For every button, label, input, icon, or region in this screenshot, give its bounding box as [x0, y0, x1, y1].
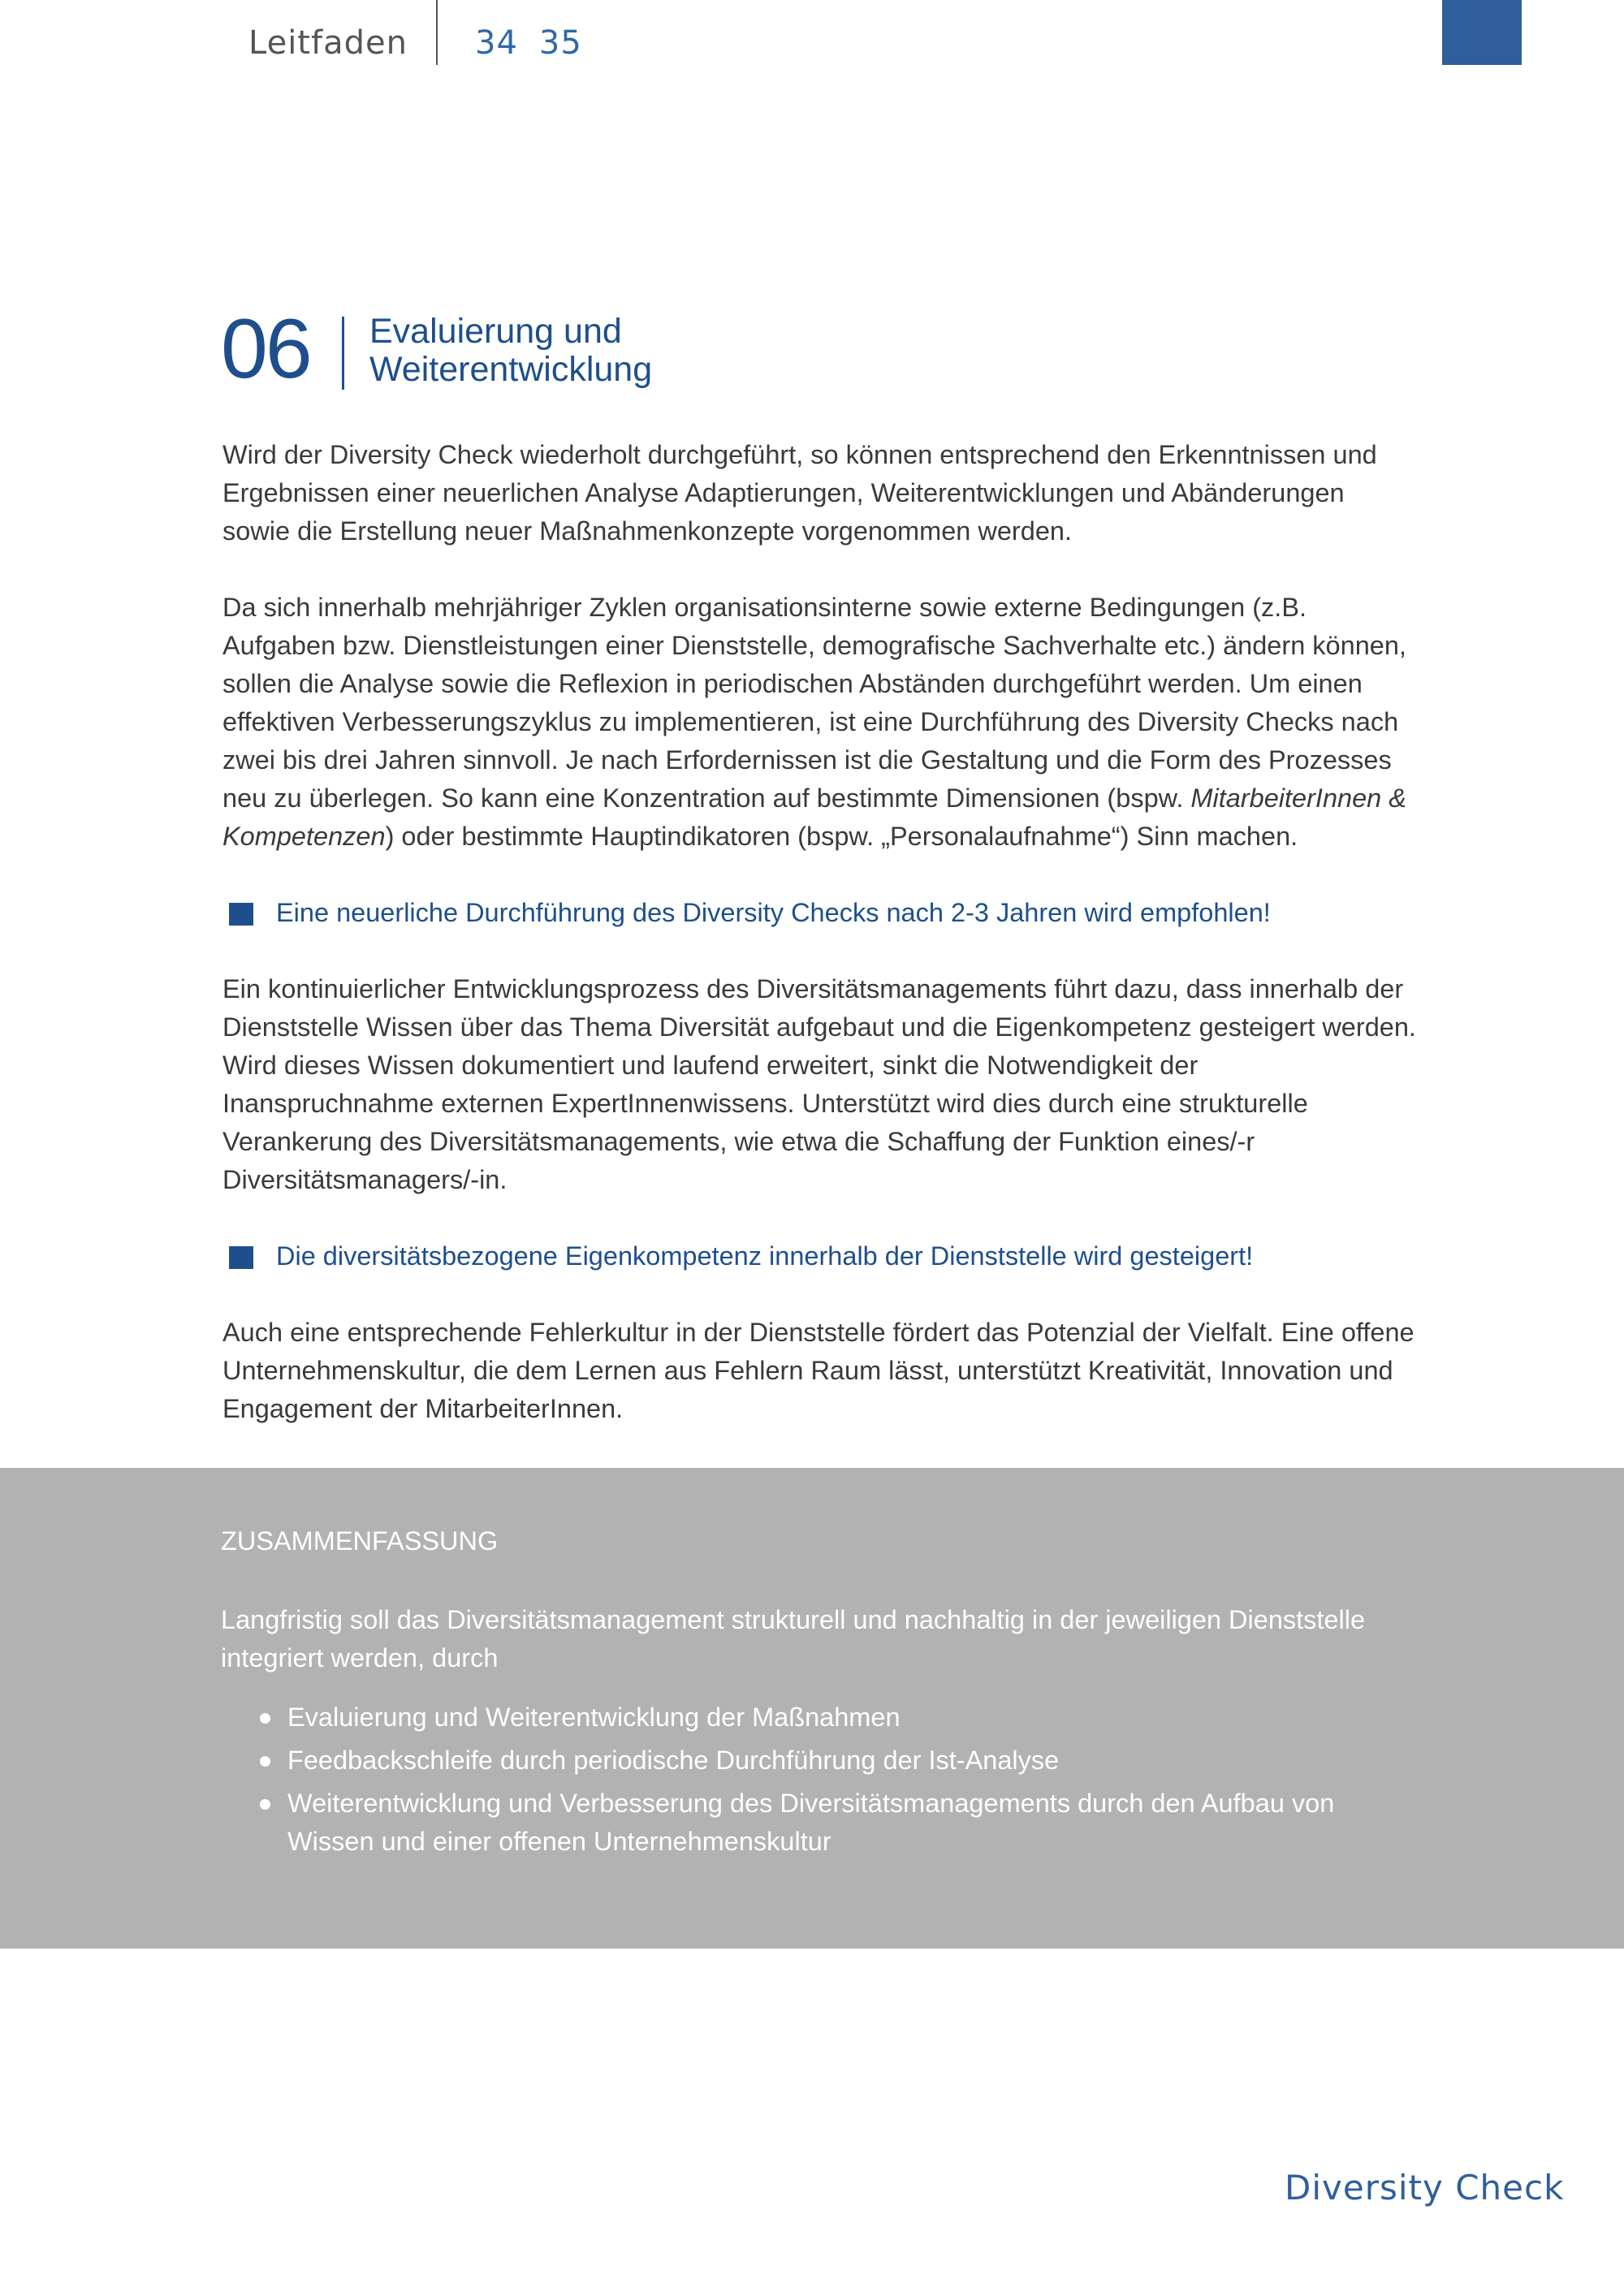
page-number-right: 35	[538, 24, 582, 62]
summary-item-text: Weiterentwicklung und Verbesserung des Diversitätsmanagements durch den Aufbau von Wissen und einer offenen Unternehmenskultur	[287, 1789, 1335, 1856]
bullet-dot-icon	[260, 1799, 270, 1810]
paragraph-1: Wird der Diversity Check wiederholt durchgeführt, so können entsprechend den Erkenntnissen und Ergebnissen einer neuerlichen Analyse Adaptierungen, Weiterentwicklungen und Abänderungen sowie die Erstellung neuer Maßnahmenkonzepte vorgenommen werden.	[222, 440, 1377, 546]
square-bullet-icon	[229, 1246, 253, 1269]
callout-recommendation-text: Eine neuerliche Durchführung des Diversity Checks nach 2-3 Jahren wird empfohlen!	[276, 898, 1271, 927]
callout-competence-text: Die diversitätsbezogene Eigenkompetenz innerhalb der Dienststelle wird gesteigert!	[276, 1241, 1254, 1271]
summary-content	[221, 1525, 1423, 1866]
bullet-dot-icon	[260, 1713, 270, 1724]
corner-tab-block	[1442, 0, 1522, 65]
paragraph-2	[222, 589, 1416, 856]
paragraph-2-part-a: Da sich innerhalb mehrjähriger Zyklen organisationsinterne sowie externe Bedingungen (z.B. Aufgaben bzw. Dienstleistungen einer Dienststelle, demografische Sachverhalte etc.) ändern können, sollen die Analyse sowie die Reflexion in periodischen Abständen durchgeführt werden. Um einen effektiven Verbesserungszyklus zu implementieren, ist eine Durchführung des Diversity Checks nach zwei bis drei Jahren sinnvoll. Je nach Erfordernissen ist die Gestaltung und die Form des Prozesses neu zu überlegen. So kann eine Konzentration auf bestimmte Dimensionen (bspw.	[222, 593, 1406, 813]
bullet-dot-icon	[260, 1756, 270, 1767]
summary-item-text: Evaluierung und Weiterentwicklung der Maßnahmen	[287, 1703, 901, 1732]
summary-list-item	[287, 1741, 1423, 1780]
square-bullet-icon	[229, 903, 253, 926]
header-divider	[436, 0, 438, 65]
paragraph-2-italic: MitarbeiterInnen & Kompetenzen	[222, 783, 1406, 851]
chapter-title-line-1: Evaluierung und	[369, 312, 622, 351]
summary-item-text: Feedbackschleife durch periodische Durchführung der Ist-Analyse	[287, 1746, 1060, 1775]
summary-intro: Langfristig soll das Diversitätsmanagement strukturell und nachhaltig in der jeweiligen Dienststelle integriert werden, durch	[221, 1605, 1366, 1672]
summary-heading: ZUSAMMENFASSUNG	[221, 1526, 499, 1556]
chapter-title	[369, 313, 652, 389]
header-section-title: Leitfaden	[248, 24, 408, 62]
page-number-left: 34	[475, 24, 518, 62]
paragraph-4: Auch eine entsprechende Fehlerkultur in der Dienststelle fördert das Potenzial der Vielfalt. Eine offene Unternehmenskultur, die dem Lernen aus Fehlern Raum lässt, unterstützt Kreativität, Innovation und Engagement der MitarbeiterInnen.	[222, 1318, 1415, 1423]
chapter-number: 06	[221, 302, 310, 396]
summary-list	[221, 1698, 1423, 1861]
footer-brand-logo: Diversity Check	[1285, 2168, 1565, 2208]
paragraph-2-part-b: ) oder bestimmte Hauptindikatoren (bspw. „Personalaufnahme“) Sinn machen.	[385, 822, 1298, 851]
main-content	[222, 436, 1416, 1466]
callout-competence	[222, 1237, 1416, 1275]
summary-list-item	[287, 1785, 1423, 1861]
paragraph-3: Ein kontinuierlicher Entwicklungsprozess des Diversitätsmanagements führt dazu, dass innerhalb der Dienststelle Wissen über das Thema Diversität aufgebaut und die Eigenkompetenz gesteigert werden. Wird dieses Wissen dokumentiert und laufend erweitert, sinkt die Notwendigkeit der Inanspruchnahme externen ExpertInnenwissens. Unterstützt wird dies durch eine strukturelle Verankerung des Diversitätsmanagements, wie etwa die Schaffung der Funktion eines/-r Diversitätsmanagers/-in.	[222, 974, 1416, 1194]
chapter-divider	[342, 317, 344, 390]
callout-recommendation	[222, 894, 1416, 932]
summary-box	[0, 1468, 1624, 1949]
page-numbers	[475, 24, 603, 62]
summary-list-item	[287, 1698, 1423, 1737]
chapter-title-line-2: Weiterentwicklung	[369, 350, 653, 389]
